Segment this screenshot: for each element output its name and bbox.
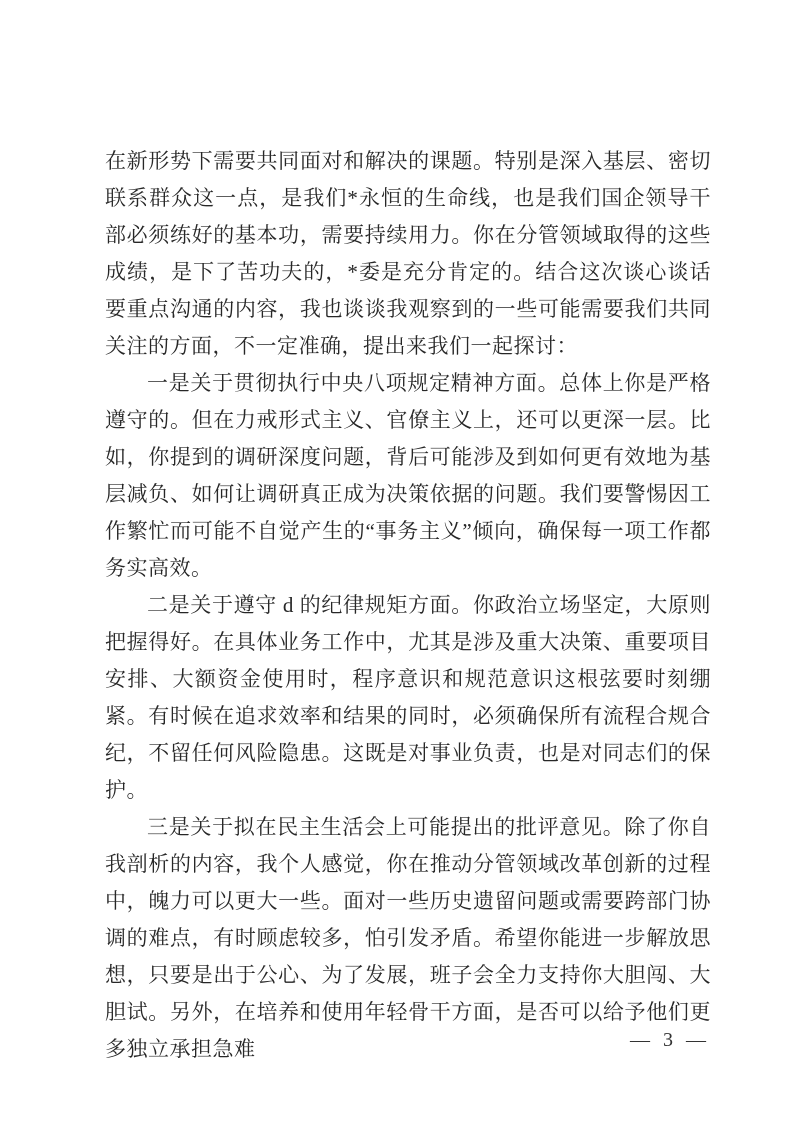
- document-body: [105, 143, 711, 1068]
- page-number: — 3 —: [630, 1029, 710, 1051]
- paragraph-continuation: 在新形势下需要共同面对和解决的课题。特别是深入基层、密切联系群众这一点，是我们*永恒的生命线，也是我们国企领导干部必须练好的基本功，需要持续用力。你在分管领域取得的这些成绩，是下了苦功夫的，*委是充分肯定的。结合这次谈心谈话要重点沟通的内容，我也谈谈我观察到的一些可能需要我们共同关注的方面，不一定准确，提出来我们一起探讨：: [105, 149, 711, 358]
- paragraph-point-one: 一是关于贯彻执行中央八项规定精神方面。总体上你是严格遵守的。但在力戒形式主义、官僚主义上，还可以更深一层。比如，你提到的调研深度问题，背后可能涉及到如何更有效地为基层减负、如何让调研真正成为决策依据的问题。我们要警惕因工作繁忙而可能不自觉产生的“事务主义”倾向，确保每一项工作都务实高效。: [105, 371, 711, 580]
- paragraph-point-three: 三是关于拟在民主生活会上可能提出的批评意见。除了你自我剖析的内容，我个人感觉，你在推动分管领域改革创新的过程中，魄力可以更大一些。面对一些历史遗留问题或需要跨部门协调的难点，有时顾虑较多，怕引发矛盾。希望你能进一步解放思想，只要是出于公心、为了发展，班子会全力支持你大胆闯、大胆试。另外，在培养和使用年轻骨干方面，是否可以给予他们更多独立承担急难: [105, 815, 711, 1061]
- paragraph-point-two: 二是关于遵守 d 的纪律规矩方面。你政治立场坚定，大原则把握得好。在具体业务工作中，尤其是涉及重大决策、重要项目安排、大额资金使用时，程序意识和规范意识这根弦要时刻绷紧。有时候在追求效率和结果的同时，必须确保所有流程合规合纪，不留任何风险隐患。这既是对事业负责，也是对同志们的保护。: [105, 593, 711, 802]
